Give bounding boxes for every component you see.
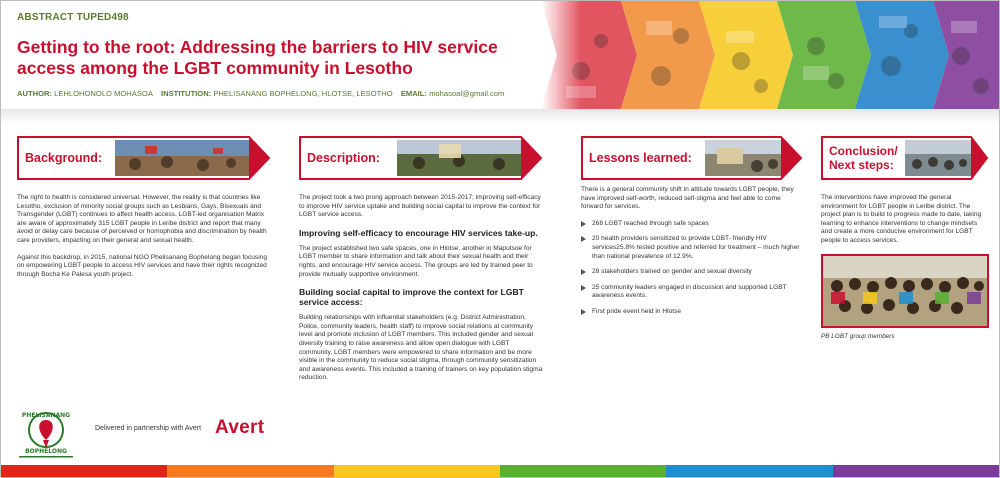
description-paragraph-1: The project established two safe spaces, one in Hlotse, another in Maputsoe for LGBT member to share information and talk about their sexual health and their rights, and encourage HIV service access. The groups are led by trained peer to provide mutually supportive environment. xyxy=(299,244,533,278)
logo-text-top: PHELISANANG xyxy=(21,412,71,419)
conclusion-banner xyxy=(821,136,989,180)
email-label: EMAIL: xyxy=(400,89,427,98)
description-intro: The project took a two prong approach between 2015-2017; improving self-efficacy to improve HIV service uptake and building social capital to improve the context for LGBT service access. xyxy=(299,194,541,219)
list-item xyxy=(581,220,803,229)
list-item-text: 25 community leaders engaged in discussion and supported LGBT awareness events. xyxy=(592,283,787,300)
avert-logo: Avert xyxy=(215,417,265,438)
lessons-bullet-list xyxy=(581,220,803,317)
description-paragraph-2: Building relationships with influential stakeholders (e.g. District Administration, Police, community leaders, health staff) to improve social relations at community level and promote inclusion of LGBT members. This included gender and sexual diversity training to raise awareness and allow open dialogue with LGBT community. LGBT members were empowered to share information and be more visible in the community to reduce social stigma, through community sensitization and awareness events. This included a training of trainers on key population stigma reduction. xyxy=(299,314,543,382)
triangle-bullet-icon xyxy=(581,269,586,275)
triangle-bullet-icon xyxy=(581,309,586,315)
description-subhead-2: Building social capital to improve the context for LGBT service access: xyxy=(299,287,524,308)
triangle-bullet-icon xyxy=(581,285,586,291)
background-banner xyxy=(17,136,271,180)
description-section xyxy=(299,136,543,391)
rainbow-band-purple xyxy=(833,465,999,478)
rainbow-band-blue xyxy=(666,465,832,478)
author-line xyxy=(17,89,510,98)
poster-header xyxy=(1,1,999,109)
background-paragraph: The right to health is considered universal. However, the reality is that countries like Lesotho, exclusion of minority social groups such as Lesbians, Gays, Bisexuals and Transgender (LGBT) continues to affect health access. LGBT-led organisation Matrix are aware of approximately 315 LGBT people in Leribe district and report that many avoid or delay care because of perceived or homophobia and discrimination by health care providers, impacting on their general and sexual health. xyxy=(17,194,267,244)
logo-text-bottom: BOPHELONG xyxy=(25,448,67,455)
list-item xyxy=(581,235,803,261)
conclusion-paragraph: The interventions have improved the general environment for LGBT people in Leribe district. The project plan is to build to progress made to date, taking learning to enhance interventions to change mindsets and create a more conducive environment for LGBT people to access services. xyxy=(821,194,982,244)
lessons-intro: There is a general community shift in attitude towards LGBT people, they have improved self-worth, reduced self-stigma and feel able to come forward for services. xyxy=(581,186,794,211)
poster-title: Getting to the root: Addressing the barriers to HIV service access among the LGBT community in Lesotho xyxy=(17,37,498,78)
rainbow-band-green xyxy=(500,465,666,478)
author-label: AUTHOR: xyxy=(17,89,53,98)
group-photo-image xyxy=(823,256,987,326)
list-item-text: 268 LGBT reached through safe spaces xyxy=(592,219,709,227)
background-paragraph: Against this backdrop, in 2015, national NGO Phelisanang Bophelong began focusing on empowering LGBT people to access HIV services and have their rights recognized through Bocha Ke Palesa youth project. xyxy=(17,253,268,278)
rainbow-band-red xyxy=(1,465,167,478)
list-item xyxy=(581,268,803,277)
rainbow-band-yellow xyxy=(334,465,500,478)
list-item-text: 28 stakeholders trained on gender and sexual diversity xyxy=(592,268,752,276)
abstract-id: ABSTRACT TUPED498 xyxy=(17,12,129,23)
conclusion-heading xyxy=(829,136,898,180)
description-banner xyxy=(299,136,543,180)
conclusion-heading-line-1: Conclusion/ xyxy=(829,144,898,158)
group-photo xyxy=(821,254,989,328)
partnership-text: Delivered in partnership with Avert xyxy=(95,425,202,432)
lessons-text xyxy=(581,186,803,212)
lessons-section xyxy=(581,136,803,324)
conclusion-text xyxy=(821,194,989,246)
rainbow-footer-bar xyxy=(1,465,999,478)
description-text xyxy=(299,194,543,383)
triangle-bullet-icon xyxy=(581,236,586,242)
background-text xyxy=(17,194,271,279)
institution-label: INSTITUTION: xyxy=(161,89,212,98)
background-section xyxy=(17,136,271,287)
rainbow-band-orange xyxy=(167,465,333,478)
phelisanang-bophelong-logo xyxy=(13,406,79,460)
author-value: LEHLOHONOLO MOHASOA xyxy=(54,89,153,98)
rainbow-photo-strip xyxy=(541,1,999,109)
lessons-heading: Lessons learned: xyxy=(589,151,692,165)
triangle-bullet-icon xyxy=(581,221,586,227)
list-item-text: 20 health providers sensitized to provide LGBT- friendly HIV services25.8% tested positive and referred for treatment – much higher than national prevalence of 12.9%. xyxy=(592,235,800,260)
lessons-banner xyxy=(581,136,803,180)
background-heading: Background: xyxy=(25,151,103,165)
conclusion-heading-line-2: Next steps: xyxy=(829,158,894,172)
list-item xyxy=(581,284,803,301)
email-value: mohasoal@gmail.com xyxy=(429,89,505,98)
description-subhead-1: Improving self-efficacy to encourage HIV services take-up. xyxy=(299,227,538,238)
list-item xyxy=(581,308,803,317)
institution-value: PHELISANANG BOPHELONG, HLOTSE, LESOTHO xyxy=(213,89,393,98)
description-heading: Description: xyxy=(307,151,380,165)
header-shadow xyxy=(1,109,999,125)
conclusion-section xyxy=(821,136,989,340)
list-item-text: First pride event held in Hlotse xyxy=(592,307,682,315)
photo-caption: PB LGBT group members xyxy=(821,332,895,340)
